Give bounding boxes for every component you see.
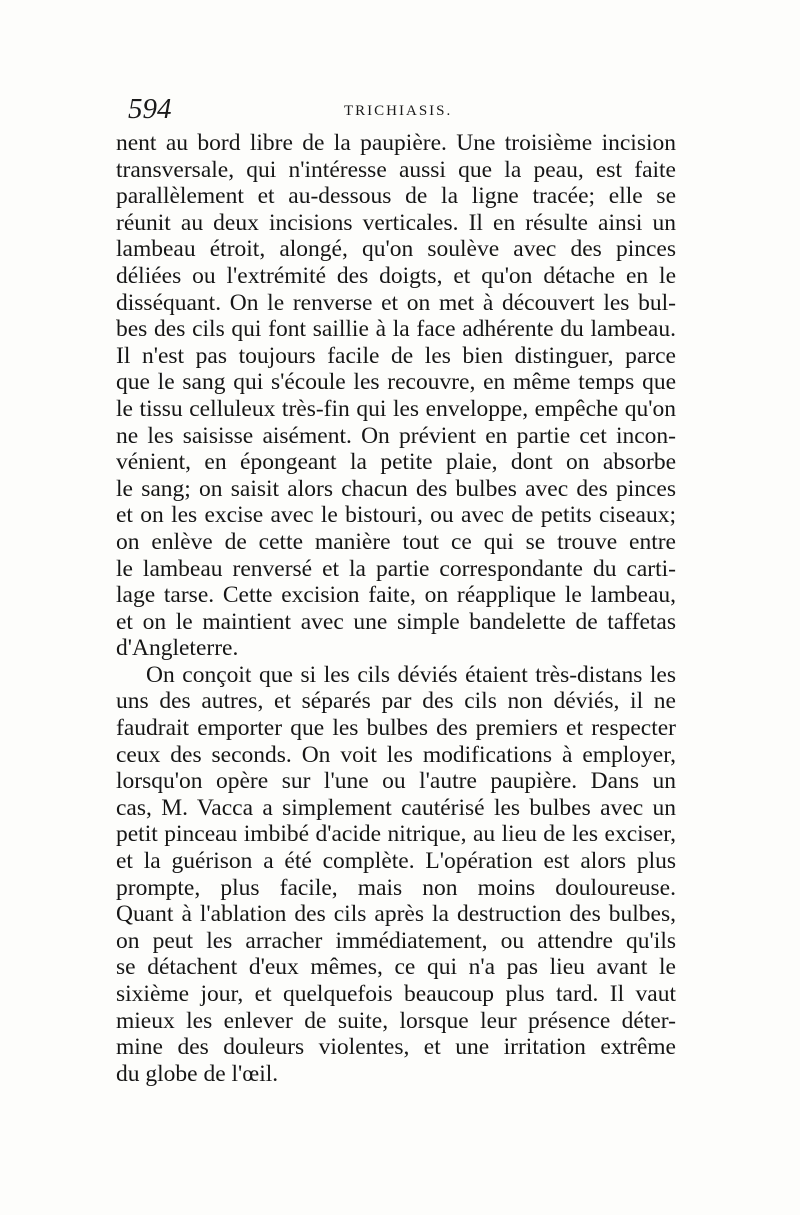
text-line: ne les saisisse aisément. On prévient en partie cet incon- [116,422,676,449]
text-line: et on les excise avec le bistouri, ou avec de petits ciseaux; [116,502,676,529]
text-line: parallèlement et au-dessous de la ligne tracée; elle se [116,183,676,210]
text-line: le sang; on saisit alors chacun des bulbes avec des pinces [116,475,676,502]
text-line: Quant à l'ablation des cils après la destruction des bulbes, [116,901,676,928]
body-text [116,130,676,1087]
text-line: réunit au deux incisions verticales. Il en résulte ainsi un [116,209,676,236]
running-head: TRICHIASIS. [344,103,453,119]
text-line: on enlève de cette manière tout ce qui se trouve entre [116,528,676,555]
paragraph-end-line: d'Angleterre. [116,635,239,662]
text-line: le lambeau renversé et la partie correspondante du carti- [116,555,676,582]
text-line: transversale, qui n'intéresse aussi que la peau, est faite [116,156,676,183]
text-line: mieux les enlever de suite, lorsque leur présence déter- [116,1007,676,1034]
text-line: vénient, en épongeant la petite plaie, dont on absorbe [116,449,676,476]
text-line: disséquant. On le renverse et on met à découvert les bul- [116,289,676,316]
text-line: uns des autres, et séparés par des cils non déviés, il ne [116,688,676,715]
text-line: mine des douleurs violentes, et une irritation extrême [116,1034,676,1061]
text-line: petit pinceau imbibé d'acide nitrique, au lieu de les exciser, [116,821,676,848]
text-line: lorsqu'on opère sur l'une ou l'autre paupière. Dans un [116,768,676,795]
text-line: que le sang qui s'écoule les recouvre, en même temps que [116,369,676,396]
text-line: sixième jour, et quelquefois beaucoup plus tard. Il vaut [116,981,676,1007]
text-line: nent au bord libre de la paupière. Une troisième incision [116,130,676,156]
text-line: ceux des seconds. On voit les modifications à employer, [116,741,676,768]
page-header [128,92,673,126]
text-line: et la guérison a été complète. L'opération est alors plus [116,848,676,875]
text-line: faudrait emporter que les bulbes des premiers et respecter [116,715,676,742]
page-number: 594 [128,93,172,125]
text-line: déliées ou l'extrémité des doigts, et qu'on détache en le [116,262,676,289]
text-line: lambeau étroit, alongé, qu'on soulève avec des pinces [116,236,676,263]
text-line: lage tarse. Cette excision faite, on réapplique le lambeau, [116,582,676,609]
text-line: prompte, plus facile, mais non moins douloureuse. [116,874,676,901]
text-line: cas, M. Vacca a simplement cautérisé les bulbes avec un [116,794,676,821]
paragraph-start-line: On conçoit que si les cils déviés étaient très-distans les [146,661,676,688]
text-line: se détachent d'eux mêmes, ce qui n'a pas lieu avant le [116,954,676,981]
text-line: et on le maintient avec une simple bandelette de taffetas [116,608,676,635]
paragraph-end-line: du globe de l'œil. [116,1060,279,1087]
text-line: Il n'est pas toujours facile de les bien distinguer, parce [116,342,676,369]
text-line: le tissu celluleux très-fin qui les enveloppe, empêche qu'on [116,395,676,422]
text-line: bes des cils qui font saillie à la face adhérente du lambeau. [116,316,676,343]
text-line: on peut les arracher immédiatement, ou attendre qu'ils [116,927,676,954]
